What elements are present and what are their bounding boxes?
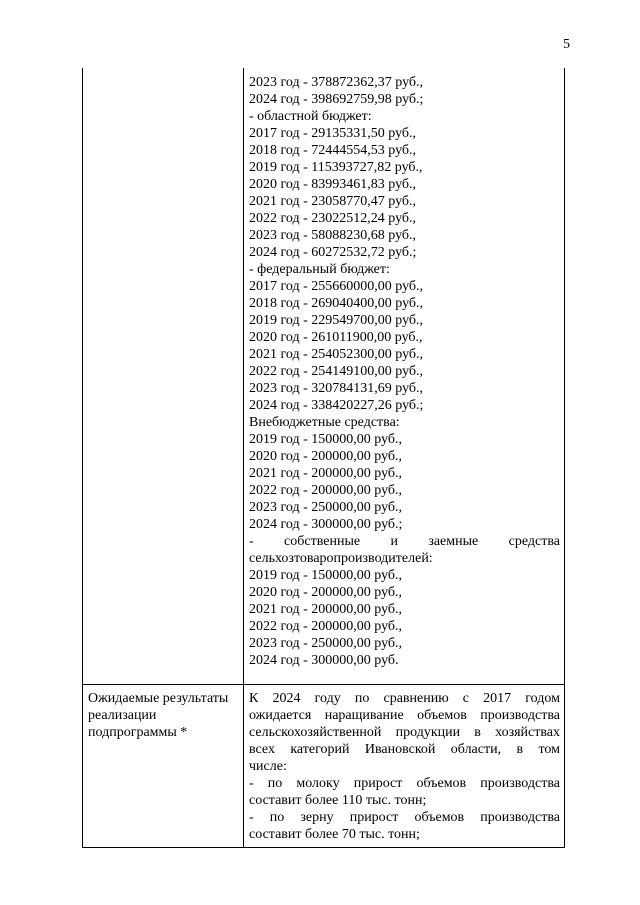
funding-line: 2024 год - 300000,00 руб.;: [249, 517, 403, 532]
funding-bottom-list: [249, 567, 564, 669]
funding-line: 2021 год - 254052300,00 руб.,: [249, 347, 424, 362]
subprogram-passport-table: [82, 68, 565, 848]
results-text-line: ожидается наращивание объемов производства: [249, 707, 560, 723]
results-text-line: - по зерну прирост объемов производства: [249, 809, 560, 825]
funding-line: 2021 год - 200000,00 руб.,: [249, 466, 403, 481]
funding-line: 2017 год - 255660000,00 руб.,: [249, 279, 424, 294]
funding-line: - федеральный бюджет:: [249, 262, 390, 277]
funding-line: 2023 год - 320784131,69 руб.,: [249, 381, 424, 396]
funding-line: 2024 год - 398692759,98 руб.;: [249, 92, 424, 107]
results-text-line: К 2024 году по сравнению с 2017 годом: [249, 690, 560, 706]
funding-line: 2021 год - 23058770,47 руб.,: [249, 194, 417, 209]
results-text-line: составит более 70 тыс. тонн;: [249, 826, 420, 842]
own-funds-word: заемные: [428, 534, 479, 549]
results-label-cell: [83, 684, 244, 847]
funding-line: 2022 год - 23022512,24 руб.,: [249, 211, 417, 226]
funding-line: 2024 год - 60272532,72 руб.;: [249, 245, 417, 260]
funding-line: 2020 год - 83993461,83 руб.,: [249, 177, 417, 192]
own-funds-word: -: [249, 534, 254, 549]
funding-line: 2023 год - 250000,00 руб.,: [249, 500, 403, 515]
own-funds-word: собственные: [284, 534, 361, 549]
funding-row: [83, 68, 565, 684]
funding-line: 2024 год - 338420227,26 руб.;: [249, 398, 424, 413]
results-text-line: всех категорий Ивановской области, в том: [249, 741, 560, 757]
funding-line: 2020 год - 200000,00 руб.,: [249, 585, 403, 600]
results-text-line: - по молоку прирост объемов производства: [249, 775, 560, 791]
results-value-cell: [244, 684, 565, 847]
funding-line: 2019 год - 150000,00 руб.,: [249, 568, 403, 583]
funding-line: 2022 год - 254149100,00 руб.,: [249, 364, 424, 379]
results-text-line: сельскохозяйственной продукции в хозяйствах: [249, 724, 560, 740]
results-text-line: составит более 110 тыс. тонн;: [249, 792, 427, 808]
funding-line: 2024 год - 300000,00 руб.: [249, 653, 399, 668]
funding-line: 2020 год - 261011900,00 руб.,: [249, 330, 423, 345]
own-funds-heading-line2: сельхозтоваропроизводителей:: [249, 551, 433, 566]
funding-line: 2018 год - 269040400,00 руб.,: [249, 296, 424, 311]
funding-line: 2018 год - 72444554,53 руб.,: [249, 143, 417, 158]
results-text-line: числе:: [249, 758, 287, 774]
funding-line: - областной бюджет:: [249, 109, 372, 124]
funding-label-cell: [83, 68, 244, 684]
funding-value-cell: [244, 68, 565, 684]
own-funds-word: и: [390, 534, 398, 549]
funding-line: 2022 год - 200000,00 руб.,: [249, 483, 403, 498]
results-label-line: реализации: [88, 707, 157, 723]
funding-line: 2019 год - 115393727,82 руб.,: [249, 160, 423, 175]
funding-line: 2021 год - 200000,00 руб.,: [249, 602, 403, 617]
funding-line: 2023 год - 378872362,37 руб.,: [249, 75, 424, 90]
funding-line: 2019 год - 150000,00 руб.,: [249, 432, 403, 447]
funding-line: 2017 год - 29135331,50 руб.,: [249, 126, 417, 141]
results-label-line: Ожидаемые результаты: [88, 690, 229, 706]
own-funds-word: средства: [508, 534, 560, 549]
funding-top-list: [249, 74, 564, 533]
page-number: 5: [563, 37, 570, 52]
funding-line: 2019 год - 229549700,00 руб.,: [249, 313, 424, 328]
funding-line: 2022 год - 200000,00 руб.,: [249, 619, 403, 634]
funding-line: Внебюджетные средства:: [249, 415, 400, 430]
funding-line: 2023 год - 58088230,68 руб.,: [249, 228, 417, 243]
results-row: [83, 684, 565, 847]
funding-line: 2020 год - 200000,00 руб.,: [249, 449, 403, 464]
own-funds-heading: [249, 533, 564, 550]
funding-line: 2023 год - 250000,00 руб.,: [249, 636, 403, 651]
results-label-line: подпрограммы *: [88, 724, 188, 740]
